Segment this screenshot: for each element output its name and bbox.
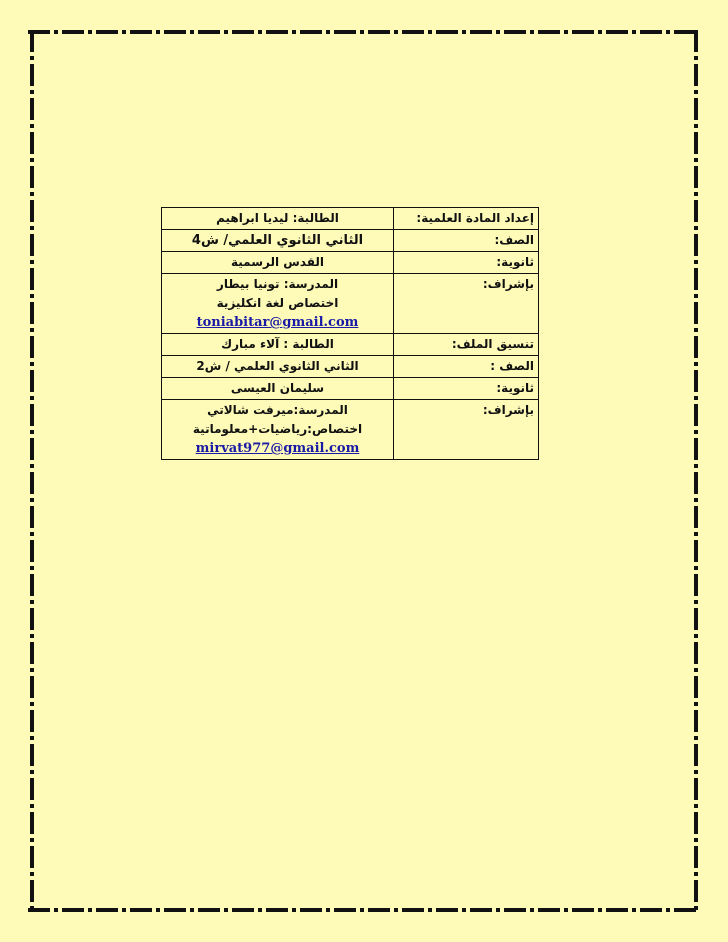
table-row xyxy=(162,400,539,460)
value-line: سليمان العيسى xyxy=(230,381,325,395)
row-label: ثانوية: xyxy=(394,252,539,274)
row-label: إعداد المادة العلمية: xyxy=(394,208,539,230)
table-row xyxy=(162,356,539,378)
page-border-bottom xyxy=(28,908,700,912)
value-line: المدرسة: تونيا بيطار xyxy=(216,277,339,291)
row-label: الصف: xyxy=(394,230,539,252)
credits-table xyxy=(161,207,539,460)
value-line: المدرسة:ميرفت شالاتي xyxy=(207,403,348,417)
row-label: الصف : xyxy=(394,356,539,378)
row-value xyxy=(162,230,394,252)
row-label: تنسيق الملف: xyxy=(394,334,539,356)
value-line: اختصاص:رياضيات+معلوماتية xyxy=(192,422,363,436)
value-line: الطالبة : آلاء مبارك xyxy=(221,337,334,351)
page-border-left xyxy=(30,30,34,912)
table-row xyxy=(162,252,539,274)
value-line: القدس الرسمية xyxy=(230,255,325,269)
value-line: الطالبة: ليديا ابراهيم xyxy=(216,211,339,225)
email-link[interactable]: mirvat977@gmail.com xyxy=(195,441,360,456)
row-value xyxy=(162,252,394,274)
table-row xyxy=(162,274,539,334)
page-border-top xyxy=(28,30,700,34)
row-value xyxy=(162,400,394,460)
row-value xyxy=(162,274,394,334)
value-line: الثاني الثانوي العلمي / ش2 xyxy=(196,359,359,373)
row-value xyxy=(162,208,394,230)
table-row xyxy=(162,208,539,230)
value-line: اختصاص لغة انكليزية xyxy=(216,296,339,310)
table-row xyxy=(162,334,539,356)
row-value xyxy=(162,356,394,378)
value-line: الثاني الثانوي العلمي/ ش4 xyxy=(191,233,364,248)
row-label: بإشراف: xyxy=(394,400,539,460)
row-value xyxy=(162,378,394,400)
table-row xyxy=(162,378,539,400)
page-border-right xyxy=(694,30,698,912)
row-label: بإشراف: xyxy=(394,274,539,334)
table-row xyxy=(162,230,539,252)
row-value xyxy=(162,334,394,356)
email-link[interactable]: toniabitar@gmail.com xyxy=(196,315,359,330)
row-label: ثانوية: xyxy=(394,378,539,400)
